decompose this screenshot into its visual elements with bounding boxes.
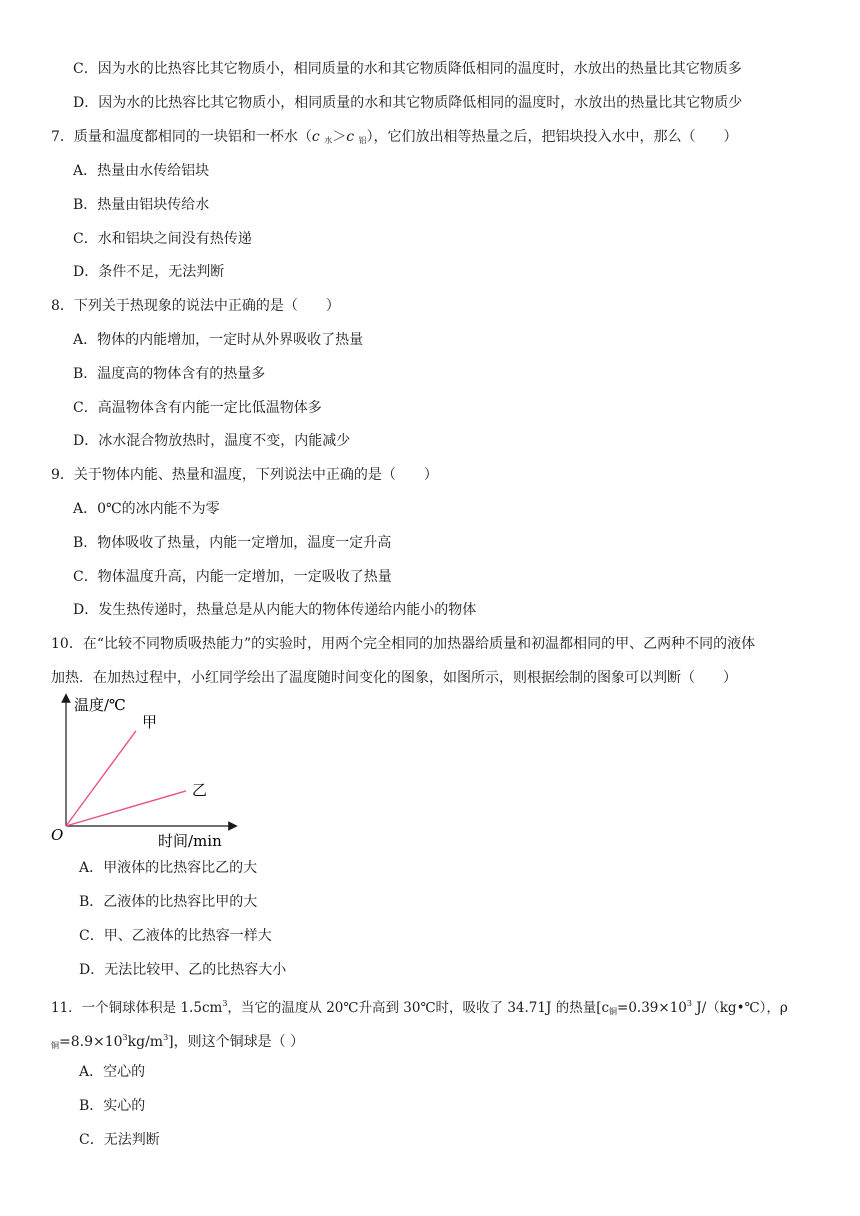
q9-option-a: A．0℃的冰内能不为零: [73, 501, 220, 517]
q9-option-d: D．发生热传递时，热量总是从内能大的物体传递给内能小的物体: [73, 602, 477, 618]
q11-stem-line1: [51, 994, 788, 1022]
q8-stem: 8．下列关于热现象的说法中正确的是（ ）: [51, 298, 340, 314]
chart-series-layer: [66, 713, 207, 826]
q10-option-b: B．乙液体的比热容比甲的大: [79, 894, 258, 910]
q11-l2-part-c: ]，则这个铜球是（ ）: [168, 1034, 305, 1050]
q7-stem-part-a: 7．质量和温度都相同的一块铝和一杯水（: [51, 129, 312, 145]
q8-option-a: A．物体的内能增加，一定时从外界吸收了热量: [73, 332, 364, 348]
q9-option-b: B．物体吸收了热量，内能一定增加，温度一定升高: [73, 535, 392, 551]
q11-l1-part-b: ，当它的温度从 20℃升高到 30℃时，吸收了 34.71J 的热量[c: [227, 1000, 610, 1016]
q7-option-d: D．条件不足，无法判断: [73, 264, 225, 280]
q11-l1-sup-exponent: 3: [686, 999, 692, 1008]
q11-l2-part-b: kg/m: [127, 1034, 164, 1050]
q11-l1-part-c: =0.39×10: [617, 1000, 687, 1016]
q7-option-b: B．热量由铝块传给水: [73, 197, 210, 213]
q9-option-c: C．物体温度升高，内能一定增加，一定吸收了热量: [73, 569, 392, 585]
q11-stem-line2: [51, 1028, 304, 1056]
q7-greater-than: ＞: [332, 129, 347, 145]
q11-l2-sub-copper: 铜: [51, 1041, 59, 1050]
origin-label: O: [51, 826, 64, 844]
q11-l1-part-a: 11．一个铜球体积是 1.5cm: [51, 1000, 223, 1016]
series-label-yi: 乙: [192, 780, 208, 799]
q9-stem: 9．关于物体内能、热量和温度，下列说法中正确的是（ ）: [51, 467, 438, 483]
series-line-yi: [66, 791, 186, 826]
q7-stem: [51, 127, 738, 151]
q11-l1-part-d: J/（kg•℃），ρ: [692, 1000, 788, 1016]
q7-symbol-c-aluminum: c: [346, 129, 355, 145]
temperature-time-chart: [48, 690, 238, 850]
q7-subscript-aluminum: 铝: [358, 136, 367, 145]
q6-option-d: D．因为水的比热容比其它物质小，相同质量的水和其它物质降低相同的温度时，水放出的热量比其它物质少: [73, 95, 743, 111]
q10-stem-line1: 10．在“比较不同物质吸热能力”的实验时，用两个完全相同的加热器给质量和初温都相同的甲、乙两种不同的液体: [51, 636, 756, 652]
q7-subscript-water: 水: [324, 136, 333, 145]
q8-option-d: D．冰水混合物放热时，温度不变，内能减少: [73, 433, 351, 449]
q11-option-a: A．空心的: [79, 1064, 146, 1080]
q6-option-c: C．因为水的比热容比其它物质小，相同质量的水和其它物质降低相同的温度时，水放出的热量比其它物质多: [73, 61, 742, 77]
q11-option-b: B．实心的: [79, 1098, 146, 1114]
q8-option-b: B．温度高的物体含有的热量多: [73, 366, 266, 382]
q7-option-c: C．水和铝块之间没有热传递: [73, 231, 252, 247]
q11-l2-sup-cubic: 3: [163, 1033, 169, 1042]
series-line-jia: [66, 731, 136, 826]
q7-option-a: A．热量由水传给铝块: [73, 163, 210, 179]
q10-stem-line2: 加热．在加热过程中，小红同学绘出了温度随时间变化的图象，如图所示，则根据绘制的图象可以判断（ ）: [51, 670, 737, 686]
q10-option-d: D．无法比较甲、乙的比热容大小: [79, 962, 287, 978]
q11-option-c: C．无法判断: [79, 1132, 160, 1148]
q11-l1-sup-volume: 3: [222, 999, 228, 1008]
q7-symbol-c-water: c: [311, 129, 320, 145]
q7-stem-part-b: ），它们放出相等热量之后，把铝块投入水中，那么（ ）: [366, 129, 738, 145]
series-label-jia: 甲: [142, 712, 158, 731]
q11-l2-sup-exponent: 3: [122, 1033, 128, 1042]
y-axis-label: 温度/℃: [74, 696, 126, 714]
q11-l2-part-a: =8.9×10: [59, 1034, 123, 1050]
q10-option-a: A．甲液体的比热容比乙的大: [79, 860, 258, 876]
q10-option-c: C．甲、乙液体的比热容一样大: [79, 928, 272, 944]
x-axis-label: 时间/min: [158, 832, 222, 850]
q11-l1-sub-copper: 铜: [609, 1007, 618, 1016]
q8-option-c: C．高温物体含有内能一定比低温物体多: [73, 400, 322, 416]
